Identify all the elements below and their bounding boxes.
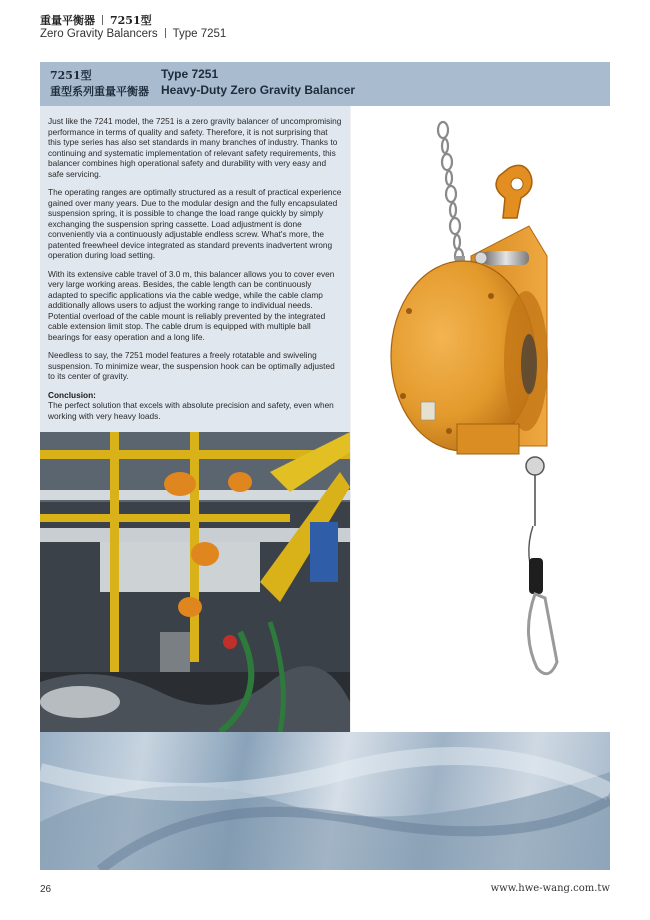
product-header-bar: [40, 62, 610, 106]
axle: [483, 251, 529, 265]
cable-clamp: [529, 558, 543, 594]
top-title-en-text: Zero Gravity Balancers: [40, 28, 158, 40]
cable-guide: [526, 457, 544, 475]
top-type-cn: 7251型: [110, 14, 152, 27]
chain: [438, 122, 463, 263]
factory-illustration: [40, 432, 350, 732]
conclusion-title: Conclusion:: [48, 389, 96, 400]
product-photo: [350, 106, 611, 732]
paragraph-2: The operating ranges are optimally structured as a result of practical experience gained over many years. Due to the modular design and the fully encapsulated suspension spring, it is possible to change the load range quickly by simply exchanging the suspension spring cassette. Load adjustment is done conveniently via a continuously adjustable endless screw. What's more, the patented freewheel device integrated as standard prevents inadvertent wrong operation during load setting.: [48, 187, 342, 260]
conclusion-text: The perfect solution that excels with absolute precision and safety, even when working with very heavy loads.: [48, 400, 334, 421]
top-type-en: Type 7251: [172, 28, 227, 40]
header-en-line2: Heavy-Duty Zero Gravity Balancer: [161, 83, 356, 97]
header-en-line1: Type 7251: [161, 67, 219, 81]
divider: [165, 28, 166, 38]
label-plate: [421, 402, 435, 420]
paragraph-4: Needless to say, the 7251 model features a freely rotatable and swiveling suspension. To minimize wear, the suspension hook can be optimally adjusted to its center of gravity.: [48, 350, 335, 381]
conclusion: [48, 390, 342, 422]
factory-photo: [40, 432, 350, 732]
paragraph-1: Just like the 7241 model, the 7251 is a zero gravity balancer of uncompromising performance in terms of quality and safety. Therefore, it is not surprising that this type series has also set standards in many branches of industry. Thanks to continuing and systematic implementation of relevant safety requirements, this balancer combines high operational safety and durability with very easy and safe servicing.: [48, 116, 342, 179]
top-title-cn: [40, 12, 152, 28]
paragraph-3: With its extensive cable travel of 3.0 m, this balancer allows you to cover even very large working areas. Besides, the cable length can be continuously adapted to specific applications via the cable wedge, while the cable clamp additionally allows users to adjust the working range to individual needs. Potential overload of the cable mount is reliably prevented by the integrated cable extension limit stop. The cable drum is equipped with multiple ball bearings for easy operation and a long life.: [48, 268, 335, 342]
website-link[interactable]: www.hwe-wang.com.tw: [490, 883, 610, 894]
carabiner-hook: [528, 594, 557, 674]
balancer-illustration: [351, 106, 611, 732]
suspension-hook: [496, 165, 532, 218]
divider: [102, 15, 103, 25]
page-number: 26: [40, 884, 52, 895]
decorative-banner: [40, 732, 610, 870]
banner-illustration: [40, 732, 610, 870]
header-cn-line1: 7251型: [50, 69, 92, 82]
top-title-cn-text: 重量平衡器: [40, 14, 95, 27]
description-panel: [40, 106, 350, 432]
header-cn-line2: 重型系列重量平衡器: [50, 85, 149, 98]
top-title-en: [40, 28, 226, 40]
